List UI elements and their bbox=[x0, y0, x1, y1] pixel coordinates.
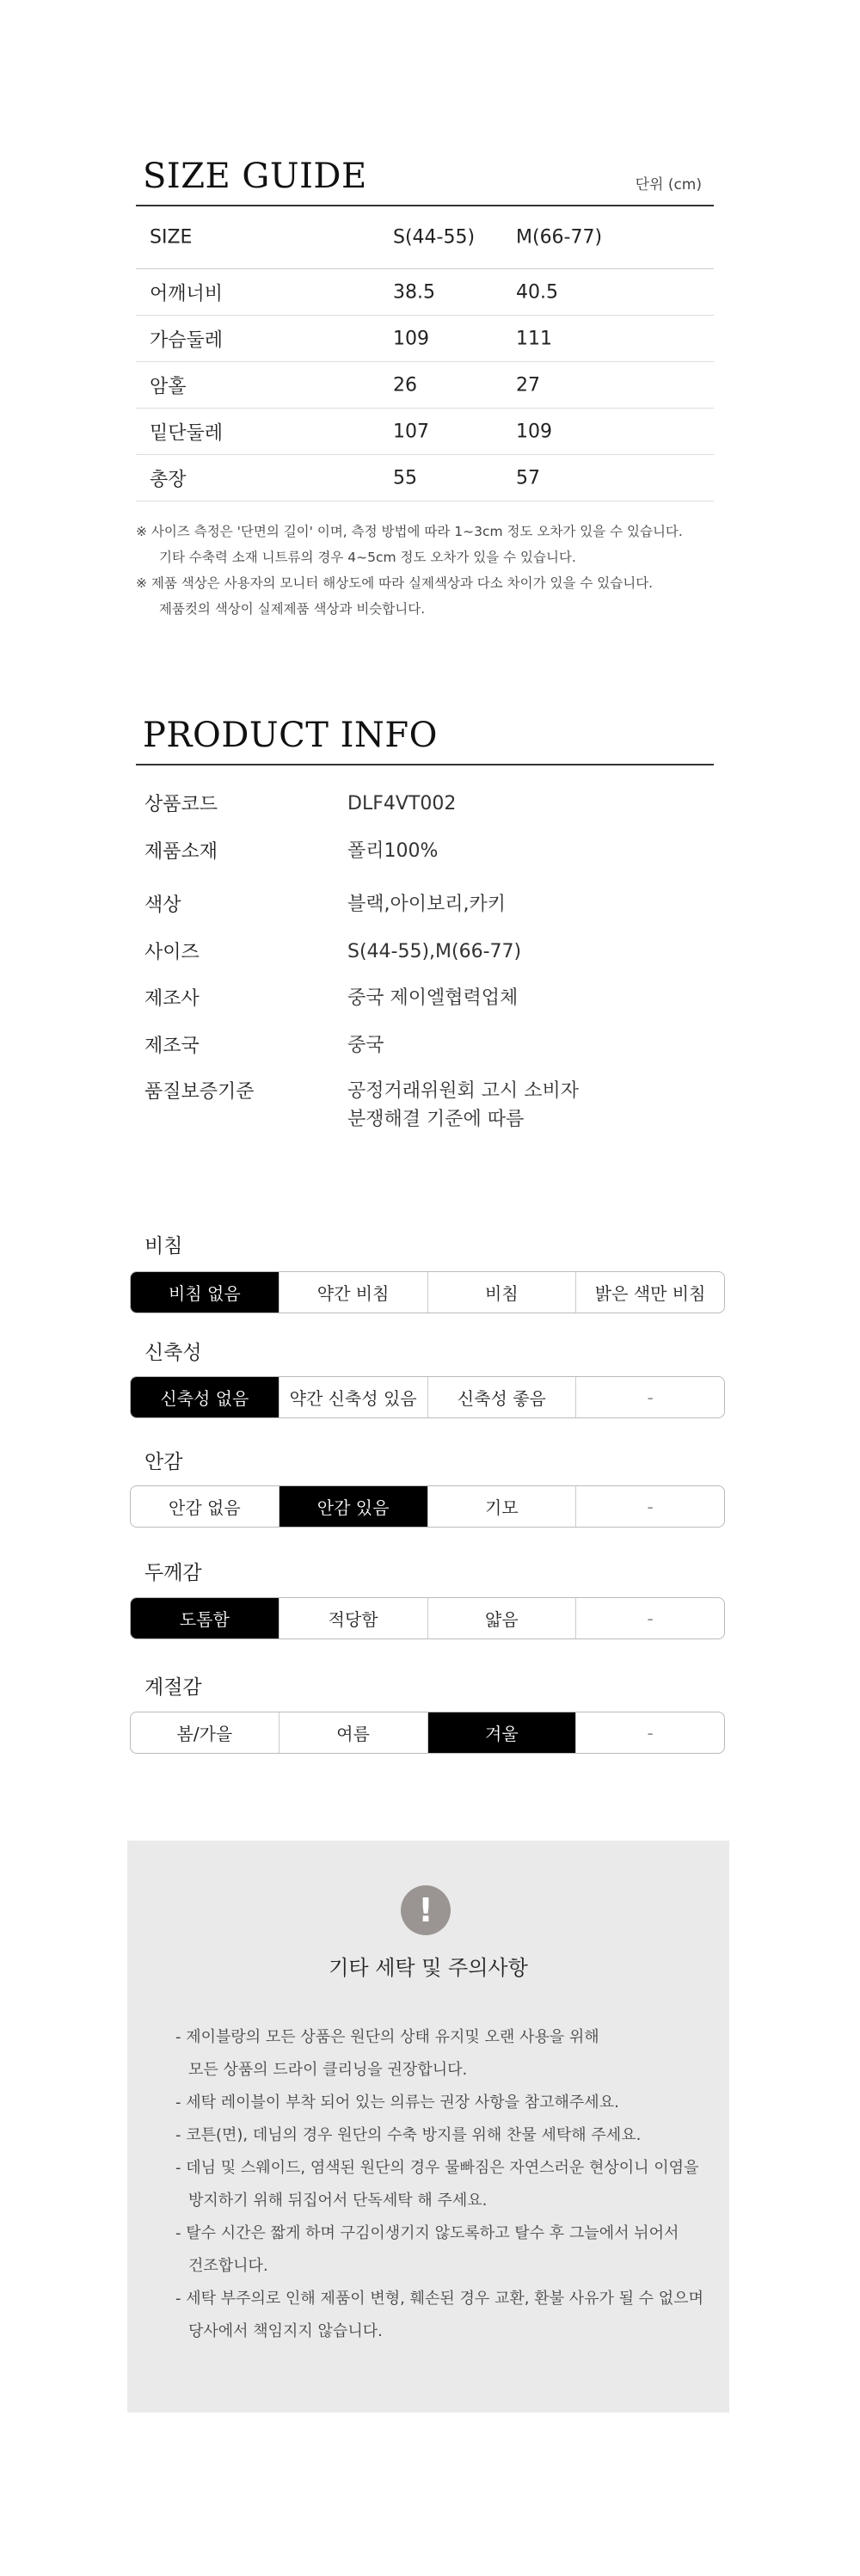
care-line: 당사에서 책임지지 않습니다. bbox=[188, 2322, 383, 2340]
size-cell: 26 bbox=[393, 374, 417, 396]
size-header-cell: SIZE bbox=[150, 226, 193, 249]
size-row-label: 어깨너비 bbox=[150, 283, 224, 304]
size-table-row bbox=[136, 409, 714, 455]
attr-option: 여름 bbox=[280, 1712, 428, 1753]
attr-option: 약간 신축성 있음 bbox=[280, 1377, 428, 1417]
care-line: - 세탁 레이블이 부착 되어 있는 의류는 권장 사항을 참고해주세요. bbox=[175, 2093, 619, 2112]
size-row-label: 암홀 bbox=[150, 376, 187, 397]
size-table-header-row bbox=[136, 206, 714, 269]
size-notes bbox=[136, 519, 714, 622]
attr-option: 신축성 없음 bbox=[131, 1377, 280, 1417]
attr-option: - bbox=[647, 1722, 654, 1743]
attr-option: 봄/가을 bbox=[131, 1712, 280, 1753]
attr-option: 도톰함 bbox=[131, 1598, 280, 1638]
attr-option: 안감 없음 bbox=[131, 1486, 280, 1527]
size-note: 기타 수축력 소재 니트류의 경우 4~5cm 정도 오차가 있을 수 있습니다. bbox=[159, 550, 576, 565]
product-info-value: 중국 bbox=[347, 1035, 384, 1056]
size-unit-label: 단위 (cm) bbox=[635, 176, 702, 194]
attr-bar-elasticity bbox=[130, 1376, 725, 1418]
size-row-label: 가슴둘레 bbox=[150, 329, 224, 351]
care-line: - 제이블랑의 모든 상품은 원단의 상태 유지및 오랜 사용을 위해 bbox=[175, 2028, 599, 2046]
size-guide-header bbox=[136, 153, 714, 206]
care-line: - 탈수 시간은 짧게 하며 구김이생기지 않도록하고 탈수 후 그늘에서 뉘어서 bbox=[175, 2224, 679, 2242]
attr-option: 얇음 bbox=[428, 1598, 577, 1638]
attr-option: 겨울 bbox=[428, 1712, 577, 1753]
product-info-label: 제조국 bbox=[144, 1036, 200, 1057]
size-note: 제품컷의 색상이 실제제품 색상과 비슷합니다. bbox=[159, 601, 426, 617]
care-line: 건조합니다. bbox=[188, 2257, 268, 2275]
attr-option: 적당함 bbox=[280, 1598, 428, 1638]
size-cell: 109 bbox=[516, 421, 552, 442]
size-table-row bbox=[136, 362, 714, 409]
attr-option: - bbox=[647, 1608, 654, 1629]
product-info-value: S(44-55),M(66-77) bbox=[347, 941, 522, 962]
product-info-value: 블랙,아이보리,카키 bbox=[347, 894, 507, 915]
attr-label-elasticity: 신축성 bbox=[144, 1342, 202, 1364]
size-cell: 107 bbox=[393, 421, 429, 442]
size-cell: 40.5 bbox=[516, 281, 558, 303]
product-info-header bbox=[136, 712, 714, 765]
size-cell: 55 bbox=[393, 467, 417, 489]
product-info-value: DLF4VT002 bbox=[347, 793, 457, 815]
size-header-cell: M(66-77) bbox=[516, 226, 603, 249]
attr-option: 비침 bbox=[428, 1272, 577, 1313]
attr-option: 안감 있음 bbox=[280, 1486, 428, 1527]
size-cell: 111 bbox=[516, 328, 552, 349]
size-guide-section bbox=[136, 153, 714, 622]
product-info-label: 상품코드 bbox=[144, 794, 218, 815]
attr-bar-thickness bbox=[130, 1597, 725, 1639]
product-info-label: 품질보증기준 bbox=[144, 1081, 255, 1103]
attr-option: - bbox=[647, 1386, 654, 1408]
size-guide-title: SIZE GUIDE bbox=[143, 157, 367, 196]
care-line: - 코튼(면), 데님의 경우 원단의 수축 방지를 위해 찬물 세탁해 주세요. bbox=[175, 2126, 642, 2144]
size-table-row bbox=[136, 455, 714, 501]
attr-bar-season bbox=[130, 1712, 725, 1754]
attr-option: 신축성 좋음 bbox=[428, 1377, 577, 1417]
care-title: 기타 세탁 및 주의사항 bbox=[329, 1956, 528, 1980]
care-line: 모든 상품의 드라이 클리닝을 권장합니다. bbox=[188, 2061, 468, 2079]
size-cell: 109 bbox=[393, 328, 429, 349]
attr-option: 밝은 색만 비침 bbox=[594, 1283, 706, 1304]
size-row-label: 총장 bbox=[150, 469, 187, 490]
size-table-row bbox=[136, 269, 714, 316]
product-info-value: 공정거래위원회 고시 소비자 분쟁해결 기준에 따름 bbox=[347, 1080, 580, 1130]
size-cell: 38.5 bbox=[393, 281, 435, 303]
product-info-label: 제품소재 bbox=[144, 841, 218, 863]
attr-bar-sheerness bbox=[130, 1271, 725, 1313]
size-cell: 57 bbox=[516, 467, 540, 489]
care-line: - 데님 및 스웨이드, 염색된 원단의 경우 물빠짐은 자연스러운 현상이니 이염을 bbox=[175, 2159, 699, 2177]
size-header-cell: S(44-55) bbox=[393, 226, 476, 249]
size-row-label: 밑단둘레 bbox=[150, 422, 224, 444]
product-info-label: 제조사 bbox=[144, 988, 200, 1010]
care-line: - 세탁 부주의로 인해 제품이 변형, 훼손된 경우 교환, 환불 사유가 될 수 없으며 bbox=[175, 2290, 703, 2308]
care-instructions-box bbox=[127, 1841, 729, 2413]
care-list bbox=[175, 2021, 703, 2348]
product-info-label: 사이즈 bbox=[144, 942, 200, 963]
attr-option: 기모 bbox=[428, 1486, 577, 1527]
product-info-value: 중국 제이엘협력업체 bbox=[347, 987, 519, 1009]
attr-label-thickness: 두께감 bbox=[144, 1562, 202, 1584]
attr-option: 비침 없음 bbox=[131, 1272, 280, 1313]
product-info-section bbox=[136, 712, 714, 1130]
product-info-value: 폴리100% bbox=[347, 840, 439, 862]
size-cell: 27 bbox=[516, 374, 540, 396]
product-info-title: PRODUCT INFO bbox=[143, 716, 438, 755]
attr-option: 약간 비침 bbox=[280, 1272, 428, 1313]
size-note: ※ 제품 색상은 사용자의 모니터 해상도에 따라 실제색상과 다소 차이가 있을 수 있습니다. bbox=[136, 575, 654, 591]
attr-label-season: 계절감 bbox=[144, 1676, 202, 1699]
size-table-row bbox=[136, 316, 714, 362]
exclamation-icon: ! bbox=[401, 1885, 451, 1935]
product-info-label: 색상 bbox=[144, 895, 181, 916]
care-line: 방지하기 위해 뒤집어서 단독세탁 해 주세요. bbox=[188, 2192, 488, 2210]
attr-bar-lining bbox=[130, 1485, 725, 1528]
attr-label-lining: 안감 bbox=[144, 1451, 183, 1473]
size-note: ※ 사이즈 측정은 '단면의 길이' 이며, 측정 방법에 따라 1~3cm 정도 오차가 있을 수 있습니다. bbox=[136, 524, 683, 539]
attr-label-sheerness: 비침 bbox=[144, 1235, 183, 1257]
attr-option: - bbox=[647, 1496, 654, 1517]
